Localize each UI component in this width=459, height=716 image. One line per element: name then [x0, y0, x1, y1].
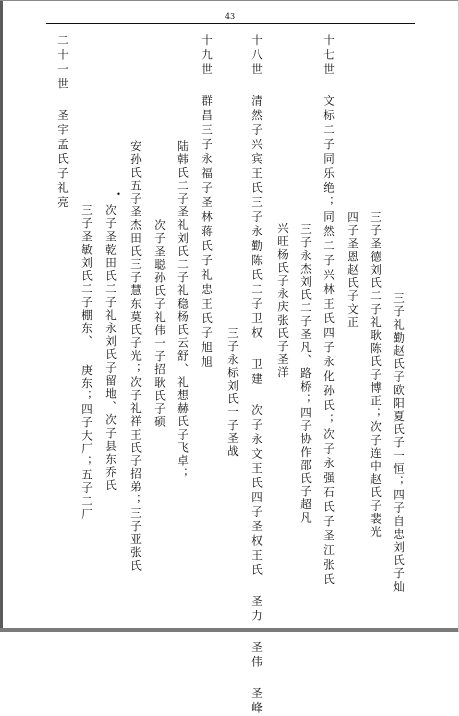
generation-column: 二十一世 圣宇孟氏子礼亮 [56, 34, 70, 211]
text-column: 次子圣乾田氏二子礼永刘氏子留地、次子县东乔氏 [104, 204, 118, 493]
bullet-mark: • [114, 190, 123, 199]
generation-column: 十九世 群昌三子永福子圣林蒋氏子礼忠王氏子旭旭 [200, 34, 214, 370]
page-border-left [0, 0, 3, 632]
text-column: 三子圣敏刘氏二子棚东、 庚东；四子大厂；五子二厂 [80, 204, 94, 521]
text-column: 陆韩氏二子圣礼刘氏二子礼稳杨氏云舒、礼想赫氏子飞卓； [176, 140, 190, 481]
generation-column: 十八世 清然子兴宾王氏三子永勤陈氏二子卫权 卫建 次子永文王氏四子圣权王氏 圣力 圣伟 圣峰 [250, 34, 264, 716]
header-rule [46, 23, 415, 24]
text-column: 四子圣恩赵氏子文正 [346, 211, 360, 329]
generation-column: 十七世 文标二子同乐绝；同然二子兴林王氏四子永化孙氏；次子永强石氏子圣江张氏 [322, 34, 336, 588]
page-border-bottom [0, 628, 459, 632]
page-border-top [0, 0, 459, 1]
text-column: 次子圣聪孙氏子礼伟一子招耿氏子硕 [153, 219, 167, 429]
page-number: 43 [224, 12, 236, 21]
text-column: 三子礼勤赵氏子欧阳夏氏子一恒；四子自忠刘氏子灿 [392, 292, 406, 594]
text-column: 三子永标刘氏一子圣战 [226, 327, 240, 458]
text-column: 三子永杰刘氏二子圣凡、路桥；四子协作邵氏子超凡 [299, 223, 313, 525]
text-column: 三子圣德刘氏二子礼耿陈氏子博正；次子连中赵氏子裴光 [369, 211, 383, 539]
text-column: 安孙氏五子圣杰田氏三子慧东莫氏子光；次子礼祥王氏子招弟；三子亚张氏 [129, 140, 143, 573]
text-column: 兴旺杨氏子永庆张氏子圣洋 [276, 222, 290, 380]
